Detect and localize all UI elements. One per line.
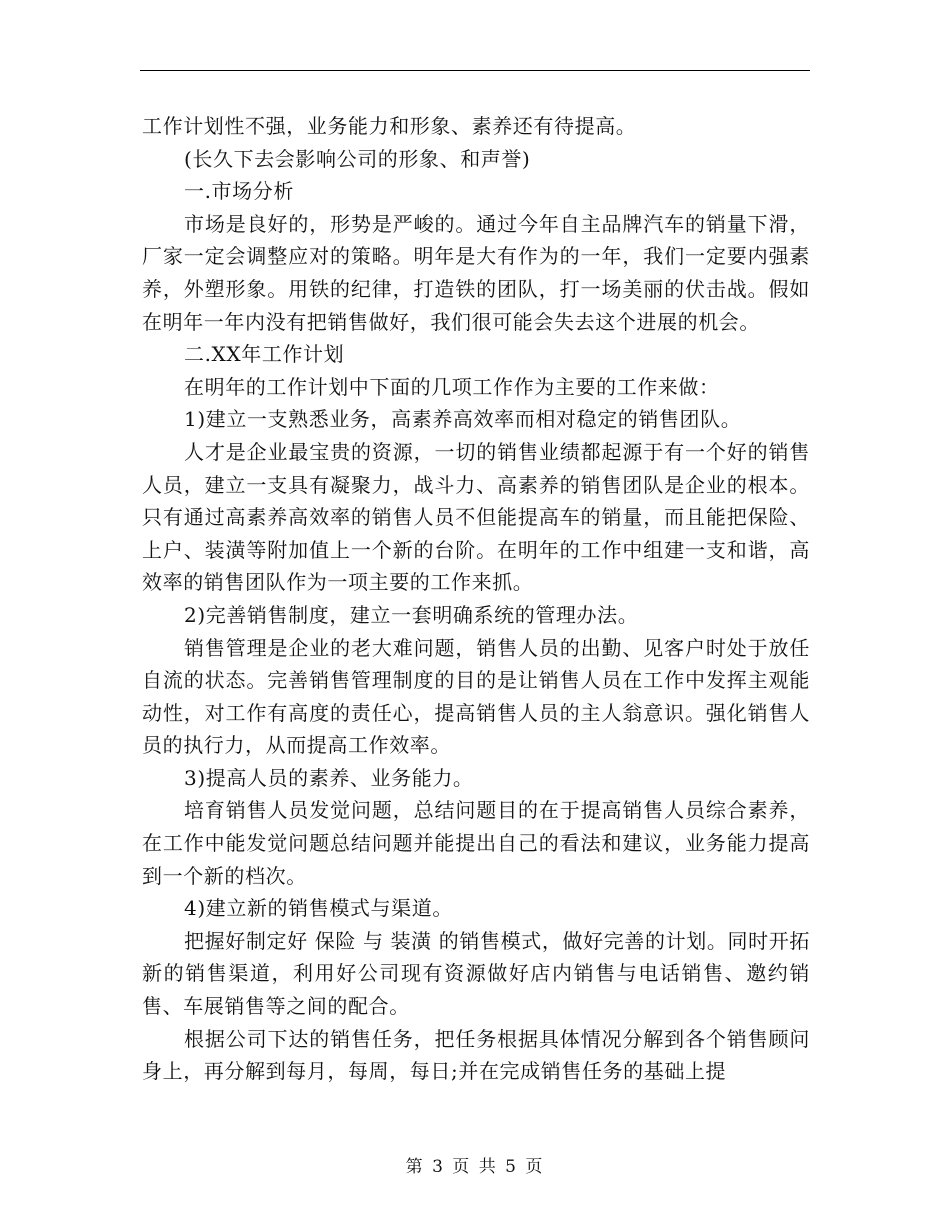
paragraph: 市场是良好的，形势是严峻的。通过今年自主品牌汽车的销量下滑，厂家一定会调整应对的策略。明年是大有作为的一年，我们一定要内强素养，外塑形象。用铁的纪律，打造铁的团队，打一场美丽的伏击战。假如在明年一年内没有把销售做好，我们很可能会失去这个进展的机会。 — [142, 211, 810, 334]
list-item-heading: 1)建立一支熟悉业务，高素养高效率而相对稳定的销售团队。 — [184, 407, 742, 432]
document-body — [142, 110, 810, 1088]
section-heading: 一.市场分析 — [184, 179, 294, 204]
list-item-heading: 3)提高人员的素养、业务能力。 — [184, 765, 474, 790]
section-heading: 二.XX年工作计划 — [184, 342, 345, 367]
paragraph: 工作计划性不强，业务能力和形象、素养还有待提高。 — [142, 114, 637, 138]
list-item-heading: 2)完善销售制度，建立一套明确系统的管理办法。 — [184, 602, 639, 627]
page-number: 第 3 页 共 5 页 — [405, 1157, 545, 1177]
paragraph: 把握好制定好 保险 与 装潢 的销售模式，做好完善的计划。同时开拓新的销售渠道，利用好公司现有资源做好店内销售与电话销售、邀约销售、车展销售等之间的配合。 — [142, 928, 810, 1019]
paragraph: 人才是企业最宝贵的资源，一切的销售业绩都起源于有一个好的销售人员，建立一支具有凝聚力，战斗力、高素养的销售团队是企业的根本。只有通过高素养高效率的销售人员不但能提高车的销量，而且能把保险、上户、装潢等附加值上一个新的台阶。在明年的工作中组建一支和谐，高效率的销售团队作为一项主要的工作来抓。 — [142, 439, 810, 595]
paragraph: 销售管理是企业的老大难问题，销售人员的出勤、见客户时处于放任自流的状态。完善销售管理制度的目的是让销售人员在工作中发挥主观能动性，对工作有高度的责任心，提高销售人员的主人翁意识。强化销售人员的执行力，从而提高工作效率。 — [142, 635, 810, 758]
paragraph: (长久下去会影响公司的形象、和声誉) — [184, 146, 531, 171]
paragraph: 根据公司下达的销售任务，把任务根据具体情况分解到各个销售顾问身上，再分解到每月，每周，每日;并在完成销售任务的基础上提 — [142, 1026, 810, 1084]
header-rule — [140, 70, 810, 71]
list-item-heading: 4)建立新的销售模式与渠道。 — [184, 896, 453, 921]
paragraph: 在明年的工作计划中下面的几项工作作为主要的工作来做： — [184, 374, 720, 399]
paragraph: 培育销售人员发觉问题，总结问题目的在于提高销售人员综合素养，在工作中能发觉问题总结问题并能提出自己的看法和建议，业务能力提高到一个新的档次。 — [142, 798, 810, 888]
